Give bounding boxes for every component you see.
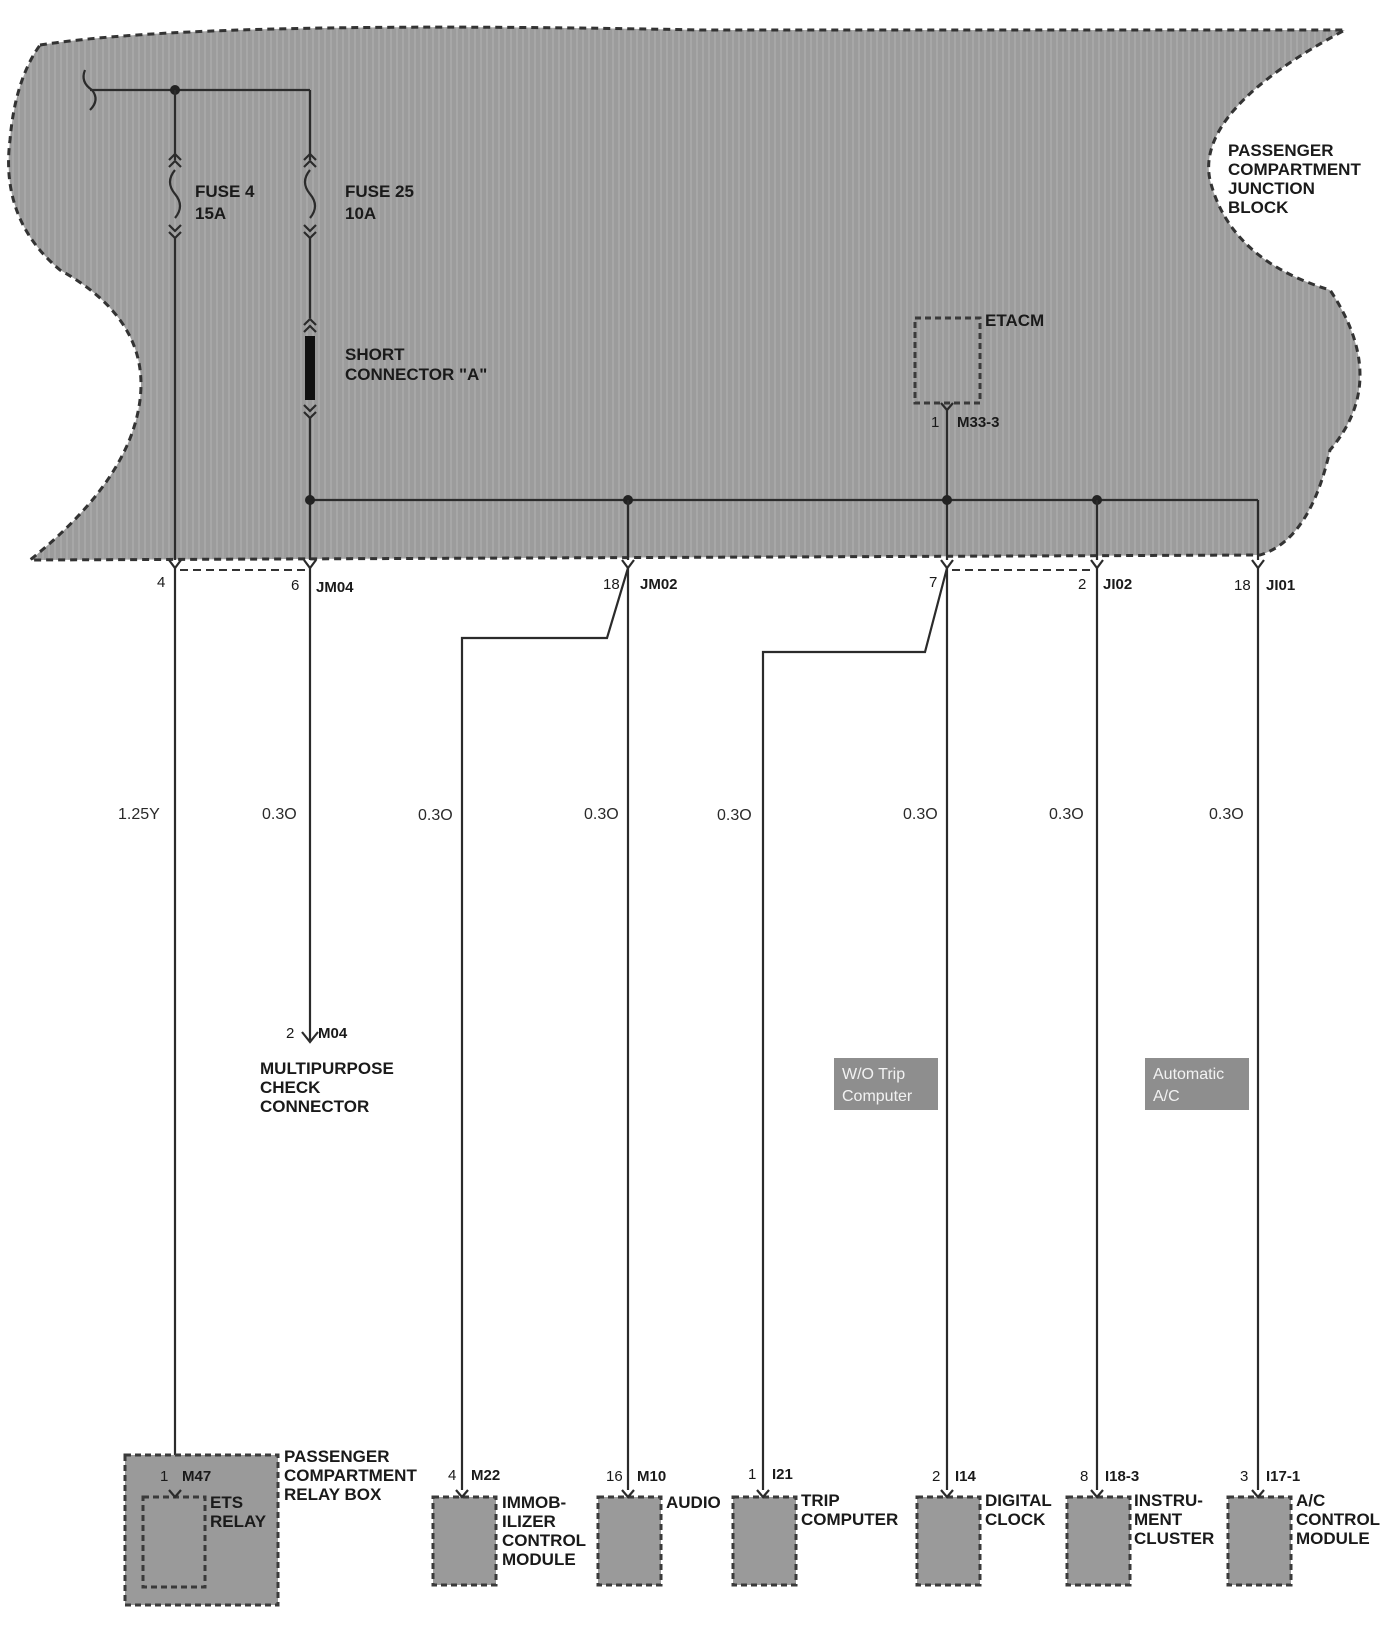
trip-computer-connector: I21 — [772, 1466, 793, 1483]
relay-box-connector: M47 — [182, 1468, 212, 1485]
svg-text:2: 2 — [932, 1468, 941, 1485]
wire-label: 0.3O — [1049, 806, 1084, 823]
etacm-connector: M33-3 — [957, 414, 1000, 431]
etacm-label: ETACM — [985, 311, 1045, 330]
junction-block-label: PASSENGER COMPARTMENT JUNCTION BLOCK — [1228, 141, 1361, 217]
wire-label: 0.3O — [903, 806, 938, 823]
connector-pin: 6 — [291, 577, 300, 594]
digital-clock-connector: I14 — [955, 1468, 976, 1485]
check-connector-name: M04 — [318, 1025, 348, 1042]
fuse-25-label: FUSE 25 10A — [345, 182, 414, 223]
svg-text:8: 8 — [1080, 1468, 1089, 1485]
svg-text:3: 3 — [1240, 1468, 1249, 1485]
audio-connector: M10 — [637, 1468, 667, 1485]
svg-text:16: 16 — [606, 1468, 623, 1485]
digital-clock-label: DIGITAL CLOCK — [985, 1491, 1052, 1529]
wire-label: 1.25Y — [118, 806, 160, 823]
connector-pin: 18 — [1234, 577, 1251, 594]
note-wo-trip-computer — [834, 1058, 938, 1110]
svg-text:1: 1 — [748, 1466, 757, 1483]
note-automatic-ac — [1145, 1058, 1249, 1110]
instrument-cluster — [1067, 1490, 1130, 1585]
ac-control-connector: I17-1 — [1266, 1468, 1301, 1485]
wire-label: 0.3O — [262, 806, 297, 823]
audio-label: AUDIO — [666, 1493, 721, 1512]
short-connector-label: SHORT CONNECTOR "A" — [345, 345, 488, 384]
check-connector-label: MULTIPURPOSE CHECK CONNECTOR — [260, 1059, 394, 1116]
svg-text:4: 4 — [448, 1467, 457, 1484]
connector-name: JI01 — [1266, 577, 1296, 594]
svg-text:W/O Trip Computer: W/O Trip Computer — [842, 1066, 913, 1105]
digital-clock — [917, 1490, 980, 1585]
connector-name: JM02 — [640, 576, 678, 593]
connector-pin: 7 — [929, 574, 938, 591]
instrument-cluster-label: INSTRU- MENT CLUSTER — [1134, 1491, 1215, 1548]
ac-control-label: A/C CONTROL MODULE — [1296, 1491, 1380, 1548]
fuse-4-label: FUSE 4 15A — [195, 182, 255, 223]
audio-unit — [598, 1490, 661, 1585]
wire-label: 0.3O — [584, 806, 619, 823]
immobilizer-module — [433, 1490, 496, 1585]
svg-text:1: 1 — [931, 414, 940, 431]
instrument-cluster-connector: I18-3 — [1105, 1468, 1140, 1485]
immobilizer-connector: M22 — [471, 1467, 501, 1484]
connector-name: JI02 — [1103, 576, 1133, 593]
ets-relay-label: ETS RELAY — [210, 1493, 267, 1531]
connector-pin: 4 — [157, 574, 166, 591]
wire-label: 0.3O — [717, 807, 752, 824]
trip-computer-label: TRIP COMPUTER — [801, 1491, 899, 1529]
relay-box-label: PASSENGER COMPARTMENT RELAY BOX — [284, 1447, 417, 1504]
svg-text:1: 1 — [160, 1468, 169, 1485]
immobilizer-label: IMMOB- ILIZER CONTROL MODULE — [502, 1493, 586, 1569]
connector-arrows — [169, 560, 1264, 568]
svg-text:2: 2 — [286, 1025, 295, 1042]
connector-pin: 18 — [603, 576, 620, 593]
connector-pin: 2 — [1078, 576, 1087, 593]
wire-label: 0.3O — [418, 807, 453, 824]
trip-computer — [733, 1490, 796, 1585]
svg-text:Automatic A/C: Automatic A/C — [1153, 1066, 1225, 1105]
junction-block-region — [9, 27, 1360, 560]
ac-control-module — [1228, 1490, 1291, 1585]
wire-label: 0.3O — [1209, 806, 1244, 823]
connector-name: JM04 — [316, 579, 354, 596]
